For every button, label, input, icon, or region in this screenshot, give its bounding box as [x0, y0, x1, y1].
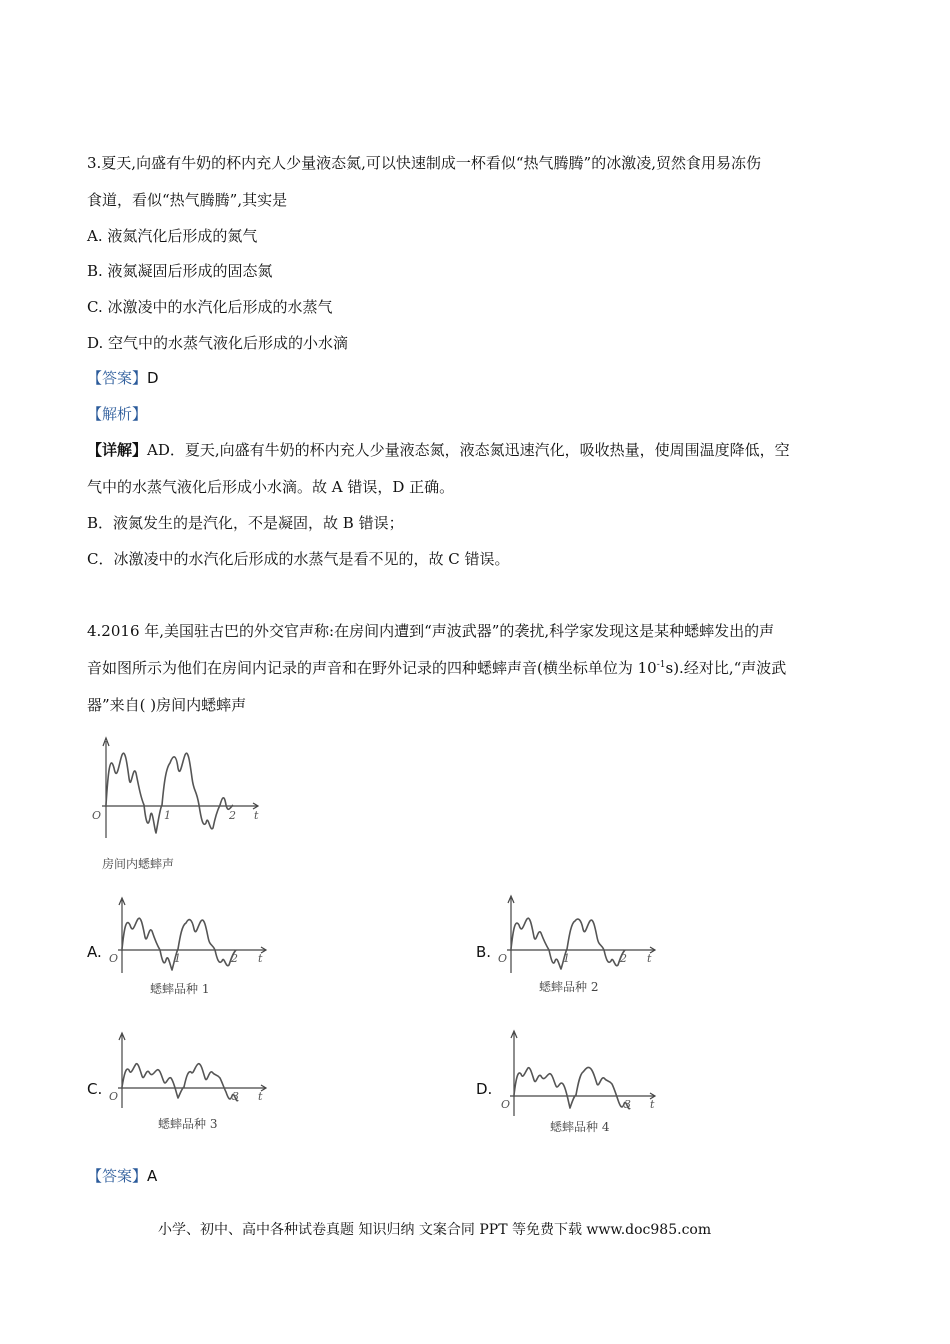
q3-detail-label: 【详解】	[87, 441, 148, 459]
q4-option-b-letter: B.	[476, 943, 492, 961]
q3-answer-value: D	[147, 369, 159, 387]
q4-option-d-letter: D.	[476, 1080, 493, 1098]
a-origin-label: O	[109, 952, 119, 965]
q4-stem-line2	[87, 657, 786, 679]
q4-stem-exponent: -1	[656, 660, 666, 670]
q4-answer	[87, 1165, 157, 1187]
q3-analysis-label	[87, 403, 147, 425]
option-a-figure	[108, 895, 273, 1000]
a-tick-2: 2	[231, 952, 238, 965]
q3-detail-line1	[87, 439, 790, 461]
a-caption: 蟋蟀品种 1	[150, 982, 210, 996]
main-tick-2: 2	[229, 809, 236, 822]
q4-answer-value: A	[147, 1167, 158, 1185]
d-axis-t: t	[650, 1098, 655, 1111]
d-origin-label: O	[501, 1098, 511, 1111]
c-origin-label: O	[109, 1090, 119, 1103]
main-caption: 房间内蟋蟀声	[102, 857, 175, 871]
q4-answer-label: 【答案】	[87, 1167, 148, 1185]
q3-detail-line3: B．液氮发生的是汽化，不是凝固，故 B 错误；	[87, 514, 404, 532]
q3-detail-line2: 气中的水蒸气液化后形成小水滴。故 A 错误，D 正确。	[87, 478, 455, 496]
main-axis-t: t	[254, 809, 259, 822]
q4-stem-line1: 4.2016 年,美国驻古巴的外交官声称:在房间内遭到“声波武器”的袭扰,科学家发现这是某种蟋蟀发出的声	[87, 622, 775, 640]
option-d-figure	[500, 1028, 665, 1138]
q3-detail-line4: C．冰激凌中的水汽化后形成的水蒸气是看不见的，故 C 错误。	[87, 550, 510, 568]
q4-stem-line2b: s).经对比,“声波武	[665, 659, 787, 677]
q4-option-c-letter: C.	[87, 1080, 103, 1098]
page-footer: 小学、初中、高中各种试卷真题 知识归纳 文案合同 PPT 等免费下载 www.doc985.com	[158, 1222, 712, 1238]
q3-detail-text1: AD．夏天,向盛有牛奶的杯内充人少量液态氮，液态氮迅速汽化，吸收热量，使周围温度降低，空	[147, 441, 790, 459]
q3-analysis-text: 【解析】	[87, 405, 148, 423]
main-origin-label: O	[92, 809, 102, 822]
q3-answer-label: 【答案】	[87, 369, 148, 387]
q3-stem-line2: 食道，看似“热气腾腾”,其实是	[87, 191, 288, 209]
b-origin-label: O	[498, 952, 508, 965]
q4-stem-line2a: 音如图所示为他们在房间内记录的声音和在野外记录的四种蟋蟀声音(横坐标单位为 10	[87, 659, 657, 677]
q4-option-a-letter: A.	[87, 943, 102, 961]
q3-option-b: B. 液氮凝固后形成的固态氮	[87, 262, 273, 280]
q4-stem-line3: 器”来自( )房间内蟋蟀声	[87, 696, 247, 714]
q3-option-a: A. 液氮汽化后形成的氮气	[87, 227, 258, 245]
q3-option-d: D. 空气中的水蒸气液化后形成的小水滴	[87, 334, 349, 352]
option-c-figure	[108, 1030, 273, 1135]
b-axis-t: t	[647, 952, 652, 965]
q3-stem-line1: 3.夏天,向盛有牛奶的杯内充人少量液态氮,可以快速制成一杯看似“热气腾腾”的冰激凌,贸然食用易冻伤	[87, 154, 761, 172]
room-sound-figure	[88, 733, 268, 878]
option-b-figure	[497, 893, 662, 998]
b-caption: 蟋蟀品种 2	[539, 980, 599, 994]
c-axis-t: t	[258, 1090, 263, 1103]
b-tick-2: 2	[620, 952, 627, 965]
q3-option-c: C. 冰激凌中的水汽化后形成的水蒸气	[87, 298, 333, 316]
main-tick-1: 1	[164, 809, 171, 822]
c-caption: 蟋蟀品种 3	[158, 1117, 218, 1131]
a-axis-t: t	[258, 952, 263, 965]
b-tick-1: 1	[563, 952, 570, 965]
a-tick-1: 1	[174, 952, 181, 965]
d-tick-3: 3	[624, 1098, 631, 1111]
c-tick-3: 3	[232, 1090, 239, 1103]
d-caption: 蟋蟀品种 4	[550, 1120, 610, 1134]
q3-answer	[87, 367, 159, 389]
